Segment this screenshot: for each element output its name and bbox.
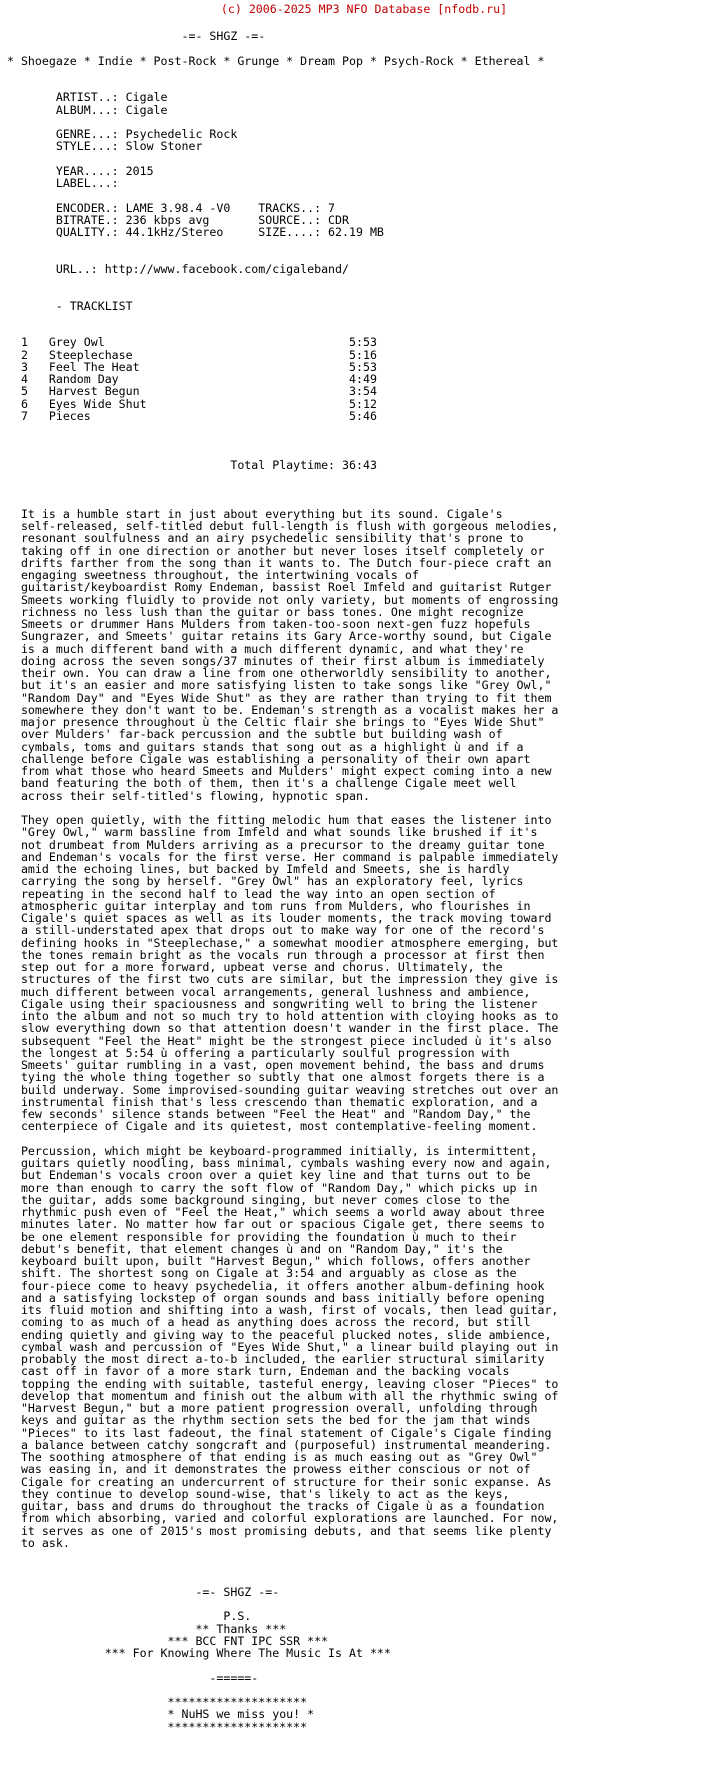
nfo-text-body: -=- SHGZ -=- * Shoegaze * Indie * Post-Rock * Grunge * Dream Pop * Psych-Rock * Ethereal * ARTIST..: Cigale ALBUM...: Cigale GENRE...: Psychedelic Rock STYLE...: Slow Stoner YEAR....: 2015 LABEL...: ENCODER.: LAME 3.98.4 -V0 TRACKS..: 7 BITRATE.: 236 kbps avg SOURCE..: CDR QUALITY.: 44.1kHz/Stereo SIZE....: 62.19 MB URL..: http://www.facebook.com/cigaleband/ - TRACKLIST 1 Grey Owl 5:53 2 Steeplechase 5:16 3 Feel The Heat 5:53 4 Random Day 4:49 5 Harvest Begun 3:54 6 Eyes Wide Shut 5:12 7 Pieces 5:46 Total Playtime: 36:43 It is a humble start in just about everything but its sound. Cigale's self-released, self-titled debut full-length is flush with gorgeous melodies, resonant soulfulness and an airy psychedelic sensibility that's prone to taking off in one direction or another but never loses itself completely or drifts farther from the song than it wants to. The Dutch four-piece craft an engaging sweetness throughout, the intertwining vocals of guitarist/keyboardist Romy Endeman, bassist Roel Imfeld and guitarist Rutger Smeets working fluidly to provide not only variety, but moments of engrossing richness no less lush than the guitar or bass tones. One might recognize Smeets or drummer Hans Mulders from taken-too-soon next-gen fuzz hopefuls Sungrazer, and Smeets' guitar retains its Gary Arce-worthy sound, but Cigale is a much different band with a much different dynamic, and what they're doing across the seven songs/37 minutes of their first album is immediately their own. You can draw a line from one otherworldly sensibility to another, but it's an easier and more satisfying listen to take songs like "Grey Owl," "Random Day" and "Eyes Wide Shut" as they are rather than trying to fit them somewhere they don't want to be. Endeman's strength as a vocalist makes her a major presence throughout ù the Celtic flair she brings to "Eyes Wide Shut" over Mulders' far-back percussion and the subtle but building wash of cymbals, toms and guitars stands that song out as a highlight ù and if a challenge before Cigale was establishing a personality of their own apart from what those who heard Smeets and Mulders' might expect coming into a new band featuring the both of them, then it's a challenge Cigale meet well across their self-titled's flowing, hypnotic span. They open quietly, with the fitting melodic hum that eases the listener into "Grey Owl," warm bassline from Imfeld and what sounds like brushed if it's not drumbeat from Mulders arriving as a precursor to the dreamy guitar tone and Endeman's vocals for the first verse. Her command is palpable immediately amid the echoing lines, but backed by Imfeld and Smeets, she is hardly carrying the song by herself. "Grey Owl" has an exploratory feel, lyrics repeating in the second half to lead the way into an open section of atmospheric guitar interplay and tom runs from Mulders, who flourishes in Cigale's quiet spaces as well as its louder moments, the track moving toward a still-understated apex that drops out to make way for one of the record's defining hooks in "Steeplechase," a somewhat moodier atmosphere emerging, but the tones remain bright as the vocals run through a processor at first then step out for a more forward, upbeat verse and chorus. Ultimately, the structures of the first two cuts are similar, but the impression they give is much different between vocal arrangements, general lushness and ambience, Cigale using their spaciousness and songwriting well to bring the listener into the album and not so much try to hold attention with cloying hooks as to slow everything down so that attention doesn't wander in the first place. The subsequent "Feel the Heat" might be the strongest piece included ù it's also the longest at 5:54 ù offering a particularly soulful progression with Smeets' guitar rumbling in a vast, open movement behind, the bass and drums tying the whole thing together so subtly that one almost forgets there is a build underway. Some improvised-sounding guitar weaving stretches out over an instrumental finish that's less crescendo than thematic exploration, and a few seconds' silence stands between "Feel the Heat" and "Random Day," the centerpiece of Cigale and its quietest, most contemplative-feeling moment. Percussion, which might be keyboard-programmed initially, is intermittent, guitars quietly noodling, bass minimal, cymbals washing every now and again, but Endeman's vocals croon over a quiet key line and that turns out to be more than enough to carry the soft flow of "Random Day," which picks up in the guitar, adds some background singing, but never comes close to the rhythmic push even of "Feel the Heat," which seems a world away about three minutes later. No matter how far out or spacious Cigale get, there seems to be one element responsible for providing the foundation ù much to their debut's benefit, that element changes ù and on "Random Day," it's the keyboard built upon, built "Harvest Begun," which follows, offers another shift. The shortest song on Cigale at 3:54 and arguably as close as the four-piece come to heavy psychedelia, it offers another album-defining hook and a satisfying lockstep of organ sounds and bass initially before opening its fluid motion and shifting into a wash, first of vocals, then lead guitar, coming to as much of a head as anything does across the record, but still ending quietly and giving way to the peaceful plucked notes, slide ambience, cymbal wash and percussion of "Eyes Wide Shut," a linear build playing out in probably the most direct a-to-b included, the earlier structural similarity cast off in favor of a more stark turn, Endeman and the backing vocals topping the ending with suitable, tasteful energy, leaving closer "Pieces" to develop that momentum and finish out the album with all the rhythmic swing of "Harvest Begun," but a more patient progression overall, unfolding through keys and guitar as the rhythm section sets the bed for the jam that winds "Pieces" to its last fadeout, the final statement of Cigale's Cigale finding a balance between catchy songcraft and (purposeful) instrumental meandering. The soothing atmosphere of that ending is as much easing out as "Grey Owl" was easing in, and it demonstrates the prowess either conscious or not of Cigale for creating an undercurrent of structure for their sonic expanse. As they continue to develop sound-wise, that's likely to act as the keys, guitar, bass and drums do throughout the tracks of Cigale ù as a foundation from which absorbing, varied and colorful explorations are launched. For now, it serves as one of 2015's most promising debuts, and that seems like plenty to ask. -=- SHGZ -=- P.S. ** Thanks *** *** BCC FNT IPC SSR *** *** For Knowing Where The Music Is At *** -=====- ******************** * NuHS we miss you! * ******************** <box>6 29 559 1734</box>
nfodb-credit-link[interactable]: (c) 2006-2025 MP3 NFO Database [nfodb.ru] <box>220 2 508 16</box>
nfodb-credit-header <box>0 0 728 18</box>
